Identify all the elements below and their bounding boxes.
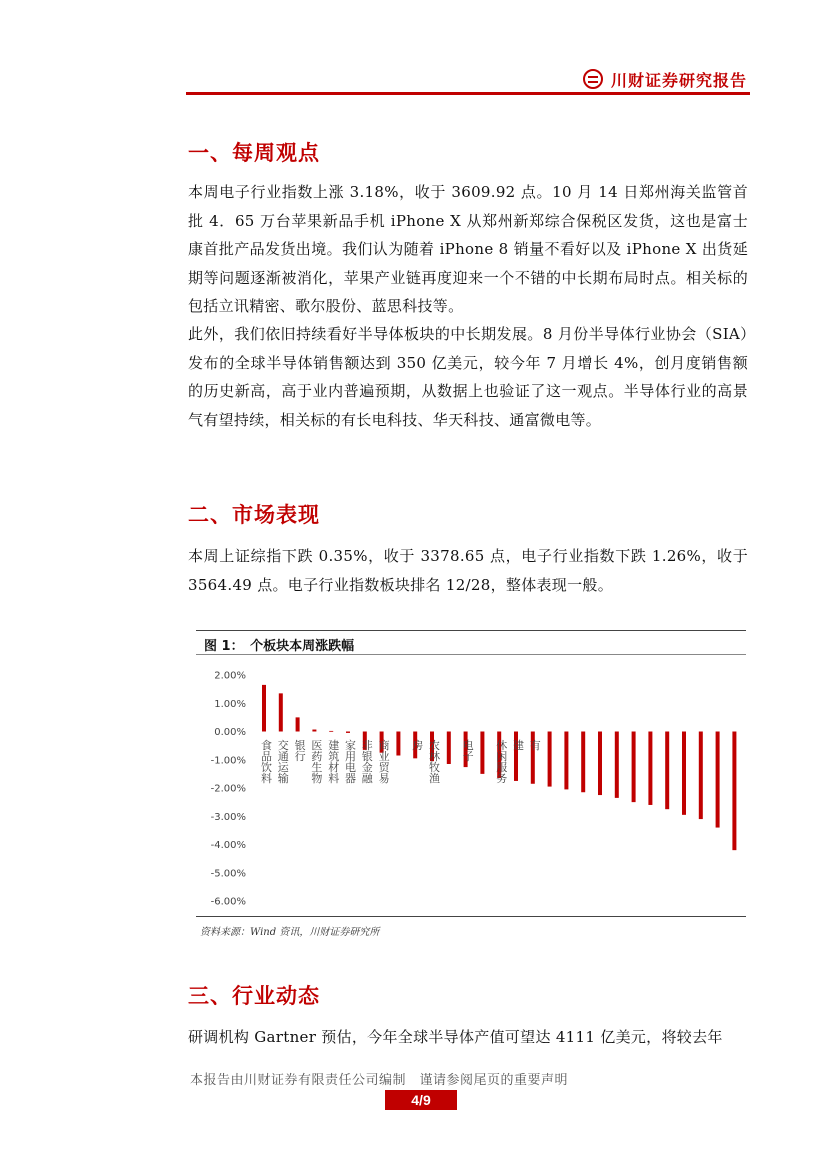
industry-news-paragraph: 研调机构 Gartner 预估，今年全球半导体产值可望达 4111 亿美元，将较去年 — [188, 1028, 723, 1046]
category-label: 食品饮料 — [259, 739, 273, 784]
y-tick-label: -4.00% — [210, 840, 246, 851]
y-tick-label: 0.00% — [214, 727, 246, 738]
bar — [732, 732, 736, 851]
bar — [396, 732, 400, 756]
bar — [296, 717, 300, 731]
category-label: 交通运输 — [276, 739, 290, 784]
y-tick-label: -6.00% — [210, 896, 246, 908]
bar — [329, 731, 333, 732]
y-tick-label: -3.00% — [210, 811, 246, 823]
category-label: 非银金融 — [360, 739, 374, 784]
bar — [716, 732, 720, 828]
category-label: 建 — [511, 739, 525, 751]
figure-top-rule — [196, 630, 746, 631]
bar — [312, 730, 316, 732]
category-label: 电子 — [461, 739, 475, 762]
weekly-view-paragraph-1: 本周电子行业指数上涨 3.18%，收于 3609.92 点。10 月 14 日郑州海关监管首批 4．65 万台苹果新品手机 iPhone X 从郑州新郑综合保税区发货，这也是富士康首批产品发货出境。我们认为随着 iPhone 8 销量不看好以及 iPhone X 出货延期等问题逐渐被消化，苹果产业链再度迎来一个不错的中长期布局时点。相关标的包括立讯精密、歌尔股份、蓝思科技等。 — [188, 183, 748, 316]
section-title-weekly-view: 一、每周观点 — [188, 140, 320, 165]
weekly-view-paragraph-2: 此外，我们依旧持续看好半导体板块的中长期发展。8 月份半导体行业协会（SIA）发布的全球半导体销售额达到 350 亿美元，较今年 7 月增长 4%，创月度销售额的历史新高，高于业内普遍预期，从数据上也验证了这一观点。半导体行业的高景气有望持续，相关标的有长电科技、华天科技、通富微电等。 — [188, 325, 748, 429]
category-label: 家用电器 — [343, 739, 357, 784]
header-rule — [186, 92, 750, 95]
category-label: 农林牧渔 — [427, 739, 441, 784]
category-label: 有 — [528, 739, 542, 751]
bar — [447, 732, 451, 764]
figure-1 — [196, 630, 746, 918]
bar — [632, 732, 636, 803]
bar — [581, 732, 585, 793]
y-tick-label: -5.00% — [210, 868, 246, 880]
bar — [665, 732, 669, 810]
category-label: 建筑材料 — [326, 739, 340, 784]
footer-disclaimer: 本报告由川财证券有限责任公司编制 谨请参阅尾页的重要声明 — [190, 1073, 569, 1088]
sector-change-chart — [196, 656, 746, 914]
brand-logo-icon — [583, 69, 603, 89]
bar — [279, 693, 283, 731]
bar — [615, 732, 619, 798]
figure-bottom-rule — [196, 916, 746, 917]
page-number: 4/9 — [385, 1090, 457, 1110]
bar — [648, 732, 652, 805]
category-label: 休闲服务 — [494, 739, 508, 784]
bar — [346, 732, 350, 733]
section-title-industry-news: 三、行业动态 — [188, 983, 320, 1008]
figure-title-rule — [196, 654, 746, 655]
y-tick-label: -1.00% — [210, 755, 246, 767]
bar — [564, 732, 568, 790]
category-label: 医药生物 — [309, 739, 323, 784]
category-label: 房 — [410, 739, 424, 751]
section-title-market: 二、市场表现 — [188, 502, 320, 527]
bar — [682, 732, 686, 815]
bar — [480, 732, 484, 774]
bar — [262, 685, 266, 732]
category-label: 商业贸易 — [377, 739, 391, 784]
figure-source: 资料来源：Wind 资讯，川财证券研究所 — [200, 927, 380, 938]
y-tick-label: -2.00% — [210, 783, 246, 795]
bar — [548, 732, 552, 787]
market-paragraph: 本周上证综指下跌 0.35%，收于 3378.65 点，电子行业指数下跌 1.26%，收于 3564.49 点。电子行业指数板块排名 12/28，整体表现一般。 — [188, 547, 748, 594]
category-label: 银行 — [293, 739, 307, 762]
bar — [699, 732, 703, 820]
header-brand — [583, 66, 747, 92]
figure-title: 图 1： 个板块本周涨跌幅 — [204, 639, 355, 654]
y-tick-label: 1.00% — [214, 698, 246, 710]
brand-text: 川财证券研究报告 — [610, 70, 747, 90]
y-tick-label: 2.00% — [214, 670, 246, 682]
bar — [598, 732, 602, 796]
